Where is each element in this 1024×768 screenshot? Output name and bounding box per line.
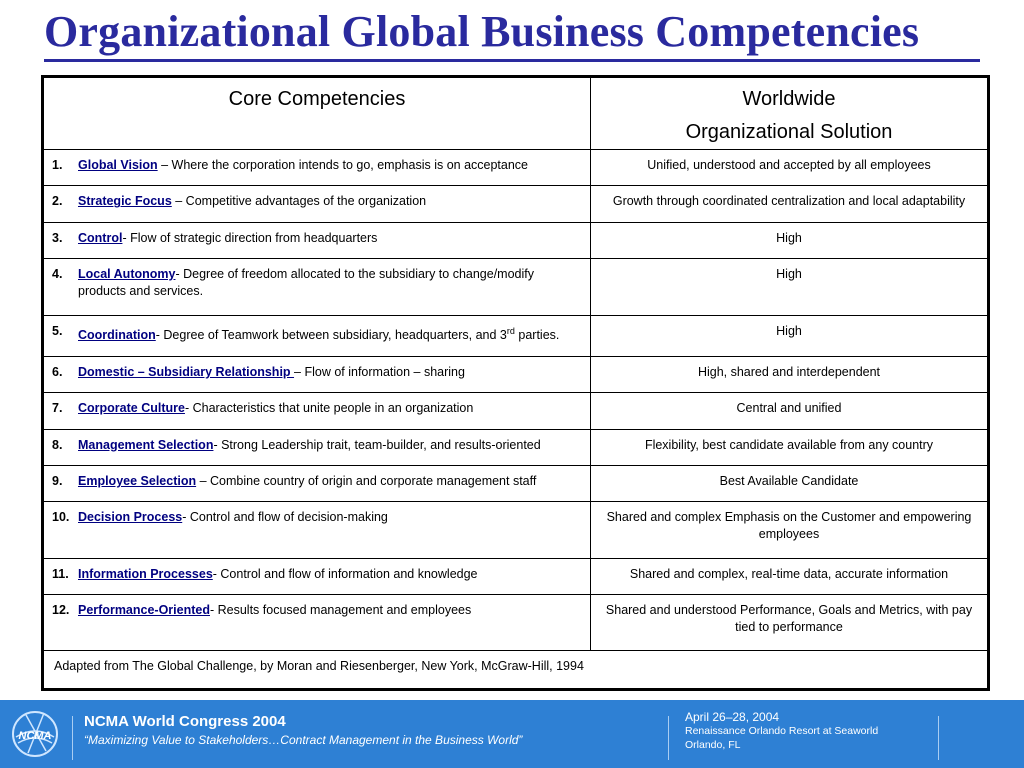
table-row [44,356,988,392]
item-number: 7. [52,401,63,416]
competency-cell [44,259,591,315]
competency-link[interactable]: Local Autonomy [78,267,176,282]
competency-cell [44,429,591,465]
header-worldwide-line1: Worldwide [742,88,836,110]
competency-link[interactable]: Corporate Culture [78,401,185,416]
solution-cell: Growth through coordinated centralization and local adaptability [591,186,988,222]
competency-description: - Characteristics that unite people in an organization [184,401,474,416]
item-number: 5. [52,323,63,338]
table-row [44,502,988,558]
ordinal-suffix: rd [506,325,515,336]
event-info [685,710,878,752]
solution-cell: Shared and complex, real-time data, accurate information [591,558,988,594]
table-row [44,393,988,429]
competency-link[interactable]: Management Selection [78,437,214,452]
header-worldwide-solution [591,78,988,150]
table-header-row [44,78,988,150]
item-number: 2. [52,194,63,209]
competency-description: - Results focused management and employees [209,603,472,618]
competency-cell [44,356,591,392]
competency-cell [44,222,591,258]
competency-cell [44,558,591,594]
logo-text: NCMA [18,730,52,742]
competency-link[interactable]: Information Processes [78,566,213,581]
competency-description: – Flow of information – sharing [294,364,465,379]
ncma-logo-icon [6,707,64,761]
competency-link[interactable]: Coordination [78,327,156,342]
table-row [44,222,988,258]
table-row [44,558,988,594]
competency-cell [44,150,591,186]
competency-link[interactable]: Domestic – Subsidiary Relationship [78,364,295,379]
competencies-table-frame [41,75,990,691]
competency-description: - Control and flow of decision-making [182,510,388,525]
item-number: 4. [52,267,63,282]
table-row [44,429,988,465]
item-number: 8. [52,437,63,452]
competency-description-end: parties. [514,327,560,342]
solution-cell: Best Available Candidate [591,465,988,501]
table-body [44,150,988,689]
table-row [44,186,988,222]
conference-tagline: “Maximizing Value to Stakeholders…Contract Management in the Business World” [84,733,523,747]
solution-cell: Central and unified [591,393,988,429]
competency-description: - Strong Leadership trait, team-builder, and results-oriented [213,437,541,452]
title-underline [44,59,980,62]
competency-cell [44,595,591,651]
header-worldwide-line2: Organizational Solution [685,121,893,143]
event-city: Orlando, FL [685,739,741,751]
footer-bar [0,700,1024,768]
source-row [44,651,988,689]
item-number: 9. [52,473,63,488]
competency-cell [44,465,591,501]
competency-cell [44,315,591,356]
solution-cell: High [591,222,988,258]
solution-cell: High, shared and interdependent [591,356,988,392]
item-number: 1. [52,158,63,172]
table-row [44,595,988,651]
header-core-competencies: Core Competencies [44,78,591,150]
competencies-table [43,77,988,689]
competency-cell [44,502,591,558]
footer-divider [938,716,939,760]
conference-info [84,713,522,747]
slide-title: Organizational Global Business Competencies [44,7,920,56]
competency-cell [44,393,591,429]
competency-link[interactable]: Employee Selection [78,473,197,488]
solution-cell: Unified, understood and accepted by all employees [591,150,988,186]
solution-cell: Shared and complex Emphasis on the Customer and empowering employees [591,502,988,558]
conference-name: NCMA World Congress 2004 [84,713,286,730]
competency-link[interactable]: Decision Process [78,510,183,525]
solution-cell: High [591,259,988,315]
competency-description: - Degree of freedom allocated to the subsidiary to change/modify products and services. [78,267,535,299]
competency-link[interactable]: Global Vision [78,158,158,172]
solution-cell: Flexibility, best candidate available from any country [591,429,988,465]
solution-cell: Shared and understood Performance, Goals and Metrics, with pay tied to performance [591,595,988,651]
competency-link[interactable]: Strategic Focus [78,194,172,209]
footer-divider [668,716,669,760]
source-citation: Adapted from The Global Challenge, by Moran and Riesenberger, New York, McGraw-Hill, 1994 [44,651,988,689]
item-number: 12. [52,603,70,618]
item-number: 6. [52,364,63,379]
competency-description: - Flow of strategic direction from headquarters [122,230,378,245]
item-number: 10. [52,510,70,525]
competency-description: - Control and flow of information and knowledge [212,566,478,581]
competency-description: – Combine country of origin and corporate management staff [196,473,537,488]
solution-cell: High [591,315,988,356]
table-row [44,315,988,356]
competency-description: – Competitive advantages of the organization [171,194,427,209]
event-dates: April 26–28, 2004 [685,710,780,724]
footer-divider [72,716,73,760]
competency-description: - Degree of Teamwork between subsidiary, headquarters, and 3 [155,327,507,342]
competency-cell [44,186,591,222]
event-venue: Renaissance Orlando Resort at Seaworld [685,725,879,737]
competency-link[interactable]: Performance-Oriented [78,603,210,618]
table-row [44,465,988,501]
item-number: 3. [52,230,63,245]
item-number: 11. [52,566,69,581]
table-row [44,150,988,186]
table-row [44,259,988,315]
competency-link[interactable]: Control [78,230,123,245]
competency-description: – Where the corporation intends to go, emphasis is on acceptance [157,158,529,172]
